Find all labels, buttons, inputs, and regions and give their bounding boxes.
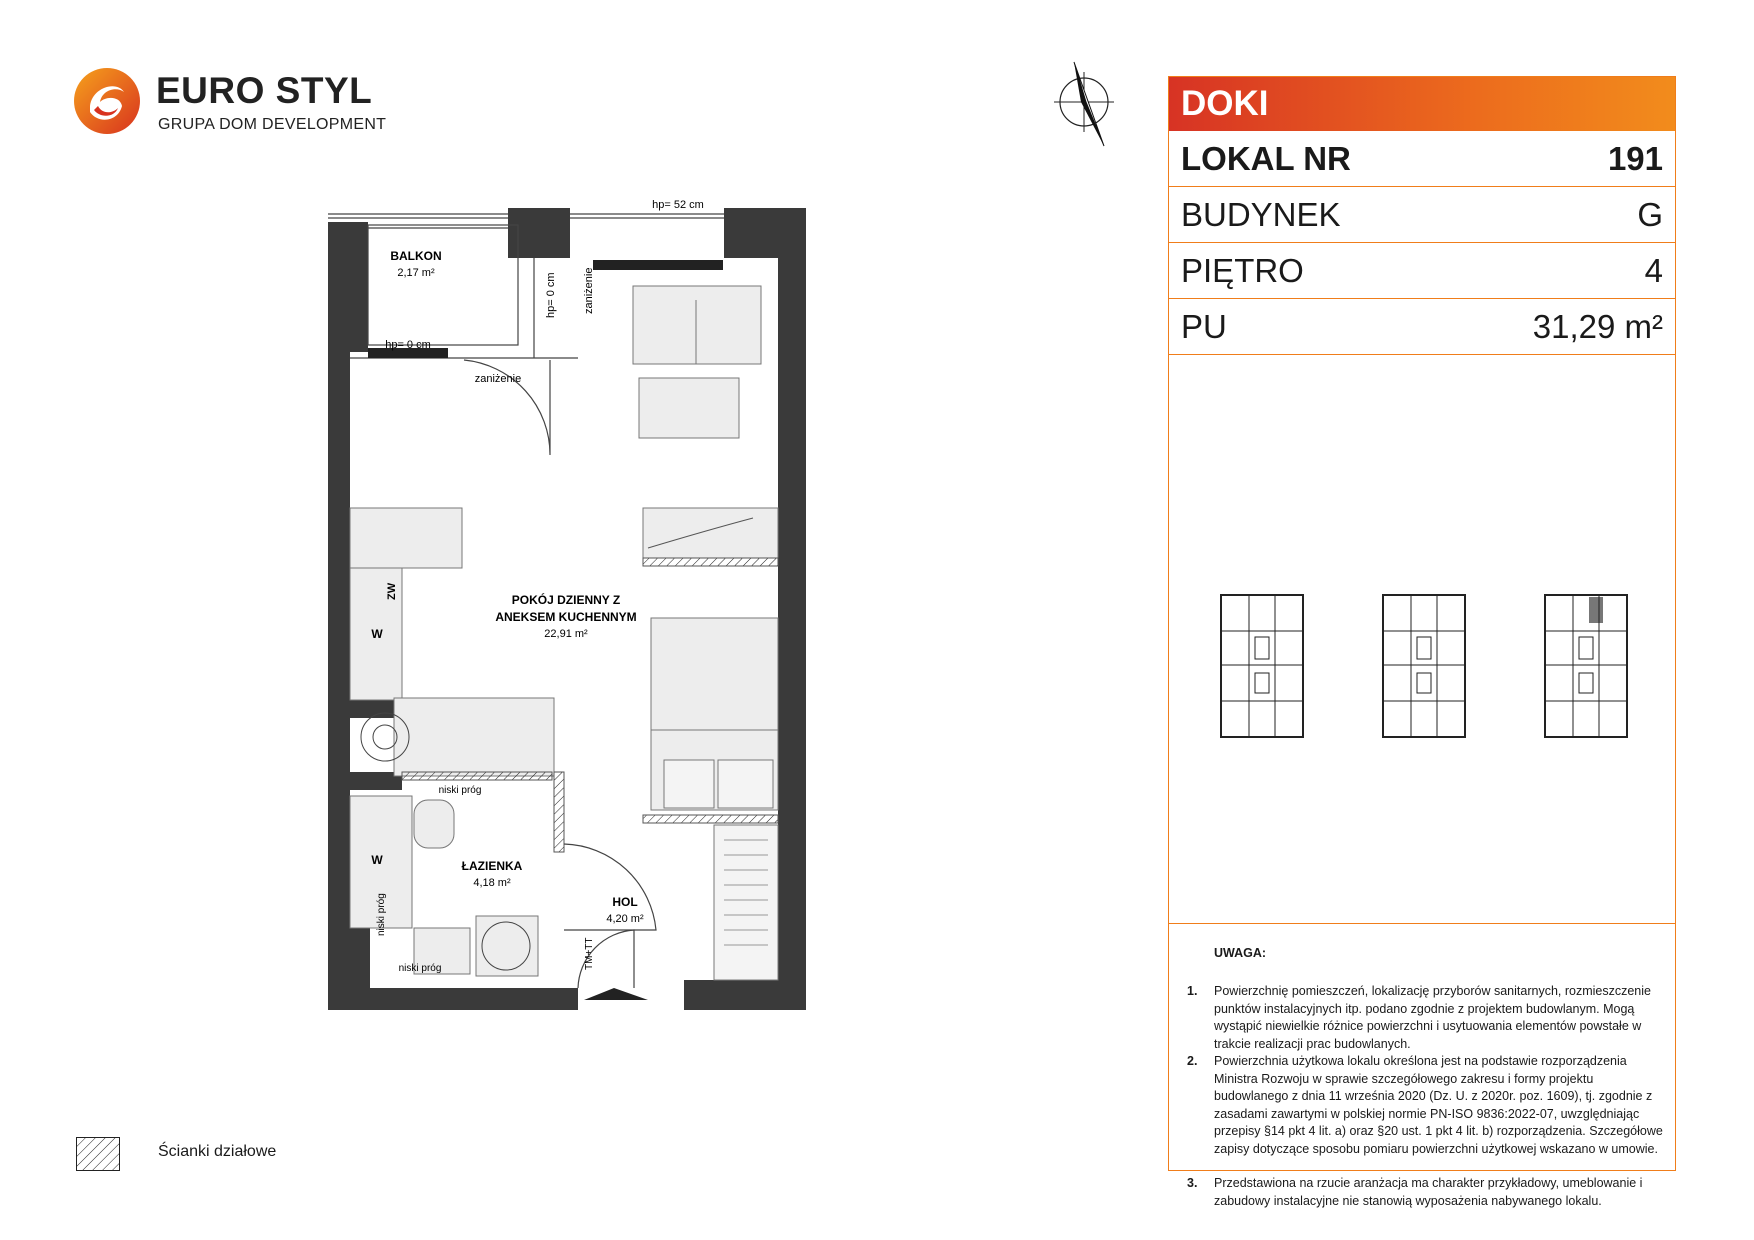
row-pietro (1169, 243, 1675, 299)
legend-label: Ścianki działowe (158, 1143, 277, 1160)
entry-marker (584, 988, 648, 1000)
toilet (414, 800, 454, 848)
annot-tm-tt: TM+TT (584, 937, 595, 970)
project-name: DOKI (1169, 77, 1675, 131)
note-text: Powierzchnię pomieszczeń, lokalizację przyborów sanitarnych, rozmieszczenie punktów instalacyjnych itp. podano zgodnie z projektem budowlanym. Mogą wystąpić niewielkie różnice powierzchni i usytuowania elementów powstałe w trakcie realizacji prac budowlanych. (1214, 984, 1651, 1051)
row-pu (1169, 299, 1675, 355)
annot-hp-balcony-side: hp= 0 cm (545, 272, 557, 318)
row-budynek (1169, 187, 1675, 243)
wardrobe (714, 825, 778, 980)
annot-zw: ZW (386, 582, 398, 600)
floor-thumbnail-icon (1381, 593, 1467, 739)
dining-table (350, 508, 462, 568)
room-name-pokoj-2: ANEKSEM KUCHENNYM (495, 610, 637, 624)
floor-thumbnail-icon (1543, 593, 1629, 739)
row-value: 4 (1644, 251, 1663, 289)
annot-niski-prog-2: niski próg (376, 893, 387, 936)
row-label: PIĘTRO (1181, 251, 1304, 289)
row-lokal (1169, 131, 1675, 187)
brand-subtitle: GRUPA DOM DEVELOPMENT (158, 116, 387, 133)
row-label: PU (1181, 307, 1227, 345)
room-area-hol: 4,20 m² (606, 913, 644, 925)
note-number: 1. (1187, 984, 1198, 998)
room-area-balkon: 2,17 m² (397, 267, 435, 279)
row-value: G (1637, 195, 1663, 233)
note-number: 2. (1187, 1054, 1198, 1068)
coffee-table (639, 378, 739, 438)
notes-title: UWAGA: (1214, 946, 1267, 960)
note-number: 3. (1187, 1176, 1198, 1190)
hatch-legend-icon (76, 1137, 120, 1171)
room-name-hol: HOL (612, 895, 638, 909)
north-arrow-icon (1048, 58, 1120, 150)
room-name-lazienka: ŁAZIENKA (461, 859, 523, 873)
floor-plan (328, 200, 858, 1010)
info-panel (1168, 76, 1676, 1208)
room-area-pokoj: 22,91 m² (544, 628, 588, 640)
room-area-lazienka: 4,18 m² (473, 877, 511, 889)
row-label: BUDYNEK (1181, 195, 1341, 233)
logo-mark-icon (72, 66, 142, 136)
brand-logo (72, 66, 392, 138)
row-value: 191 (1607, 139, 1663, 177)
row-value: 31,29 m² (1532, 307, 1663, 345)
annot-hp-top: hp= 52 cm (652, 200, 704, 211)
annot-zanizenie-bottom: zaniżenie (474, 373, 522, 385)
note-text: Przedstawiona na rzucie aranżacja ma charakter przykładowy, umeblowanie i zabudowy instalacyjne nie stanowią wyposażenia nabywanego lokalu. (1214, 1176, 1643, 1208)
sofa (633, 286, 761, 364)
annot-niski-prog-3: niski próg (398, 963, 442, 974)
kitchen-unit (394, 698, 554, 776)
shelf (643, 508, 778, 558)
annot-w-1: W (371, 627, 383, 641)
floor-thumbnails (1169, 353, 1675, 924)
annot-zanizenie-side: zaniżenie (583, 267, 595, 314)
annot-w-2: W (371, 853, 383, 867)
floor-plan-drawing (328, 200, 858, 1010)
row-label: LOKAL NR (1181, 139, 1351, 177)
annot-hp-balcony-bottom: hp= 0 cm (385, 339, 431, 351)
note-text: Powierzchnia użytkowa lokalu określona jest na podstawie rozporządzenia Ministra Rozwoju w sprawie szczegółowego zakresu i formy projektu budowlanego z dnia 11 września 2020 (Dz. U. z 2020r. poz. 1609), tj. zgodnie z zasadami zawartymi w polskiej normie PN-ISO 9836:2022-07, uwzględniając przepisy §14 pkt 4 lit. a) oraz §20 ust. 1 pkt 4 lit. b) rozporządzenia. Szczegółowe zapisy dotyczące sposobu pomiaru powierzchni użytkowej wskazano w umowie. (1214, 1054, 1663, 1156)
washer (476, 916, 538, 976)
annot-niski-prog-1: niski próg (438, 785, 482, 796)
room-name-pokoj-1: POKÓJ DZIENNY Z (511, 593, 621, 607)
floor-thumbnail-icon (1219, 593, 1305, 739)
room-name-balkon: BALKON (390, 249, 442, 263)
brand-name: EURO STYL (156, 70, 373, 111)
